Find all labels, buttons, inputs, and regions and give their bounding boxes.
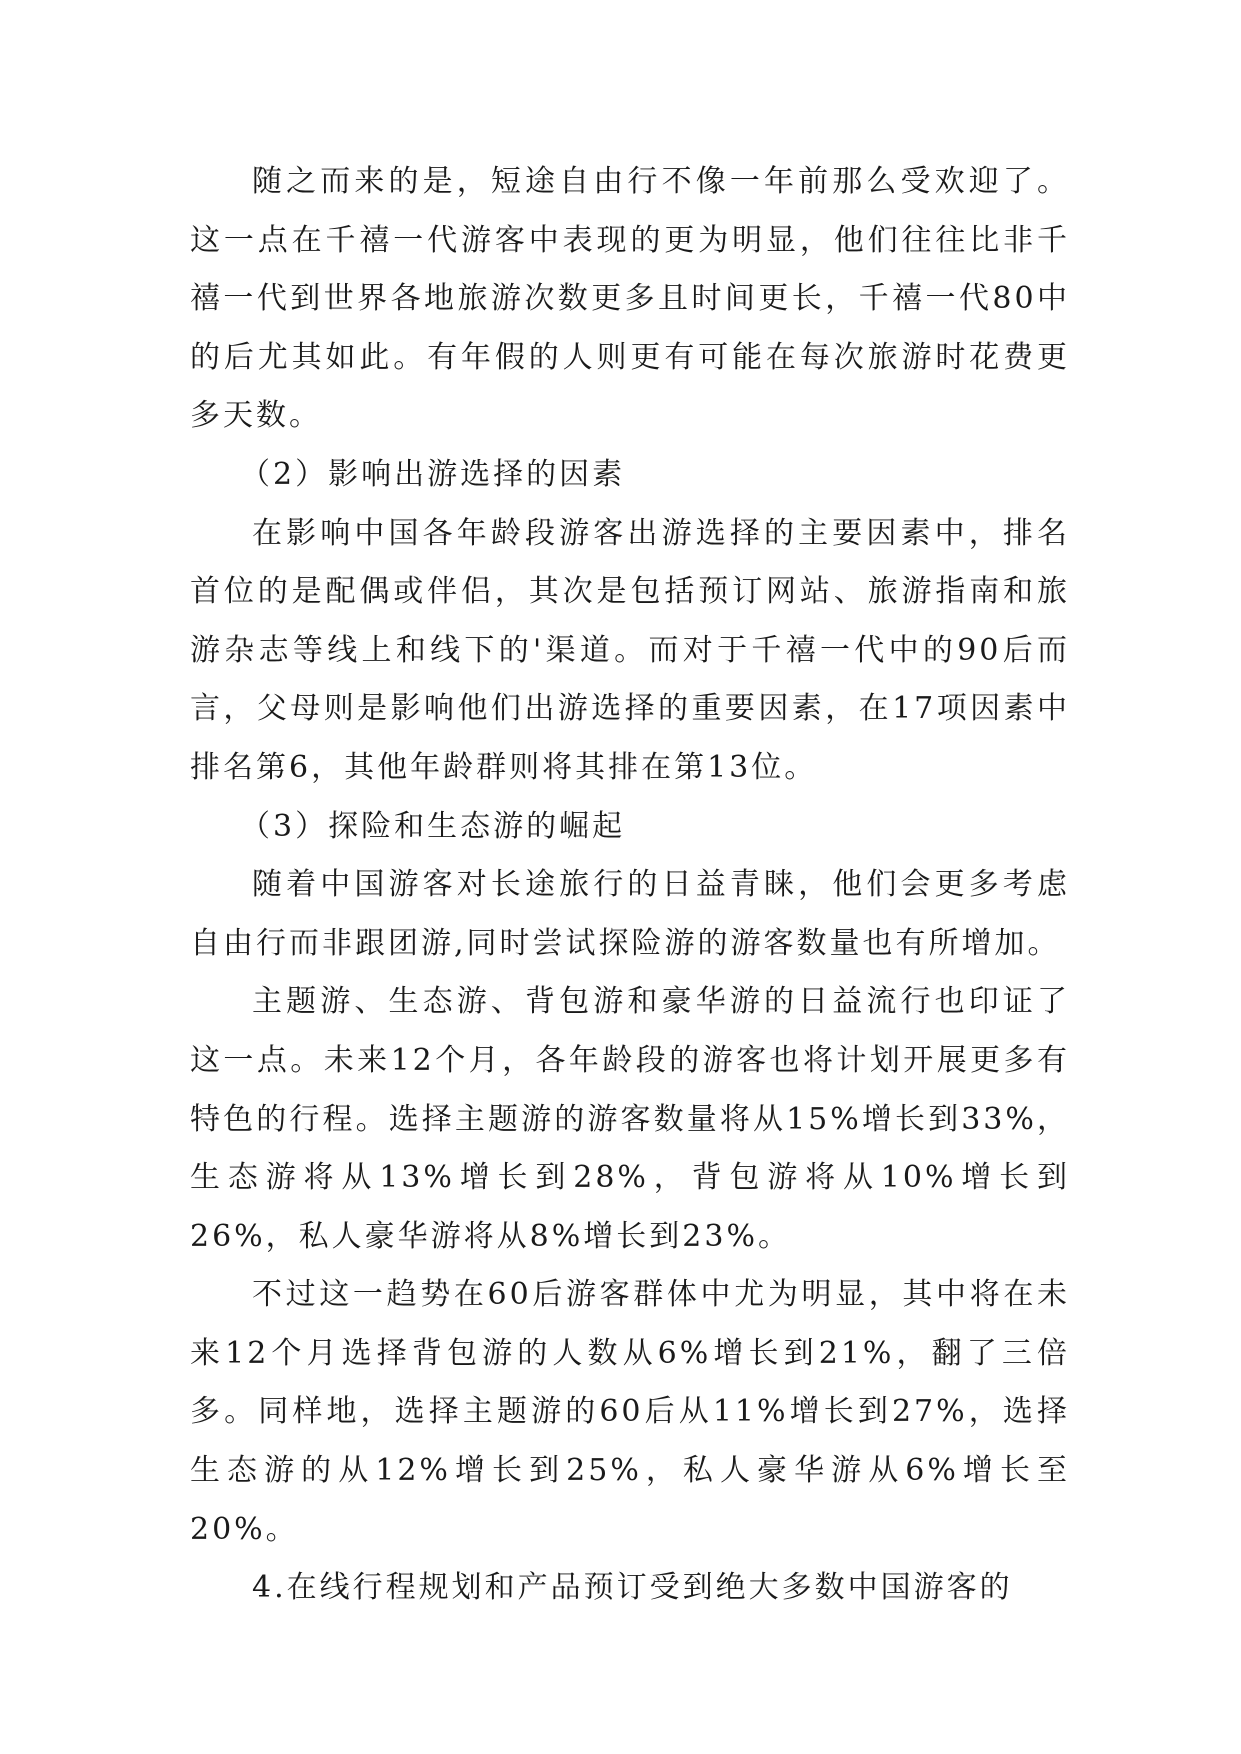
paragraph-travel-factors: 在影响中国各年龄段游客出游选择的主要因素中，排名首位的是配偶或伴侣，其次是包括预订网站、旅游指南和旅游杂志等线上和线下的'渠道。而对于千禧一代中的90后而言，父母则是影响他们出游选择的重要因素，在17项因素中排名第6，其他年龄群则将其排在第13位。 <box>190 515 1070 785</box>
paragraph-online-planning: 4.在线行程规划和产品预订受到绝大多数中国游客的 <box>252 1570 1013 1606</box>
section-heading-travel-factors: （2）影响出游选择的因素 <box>240 456 626 492</box>
paragraph-60s-generation-trend: 不过这一趋势在60后游客群体中尤为明显，其中将在未来12个月选择背包游的人数从6%增长到21%，翻了三倍多。同样地，选择主题游的60后从11%增长到27%，选择生态游的从12%增长到25%，私人豪华游从6%增长至20%。 <box>190 1277 1070 1547</box>
paragraph-long-distance-travel: 随着中国游客对长途旅行的日益青睐，他们会更多考虑自由行而非跟团游,同时尝试探险游的游客数量也有所增加。 <box>190 867 1070 961</box>
paragraph-themed-travel-growth: 主题游、生态游、背包游和豪华游的日益流行也印证了这一点。未来12个月，各年龄段的游客也将计划开展更多有特色的行程。选择主题游的游客数量将从15%增长到33%，生态游将从13%增长到28%，背包游将从10%增长到26%，私人豪华游将从8%增长到23%。 <box>190 984 1070 1254</box>
paragraph-short-trip-popularity: 随之而来的是，短途自由行不像一年前那么受欢迎了。这一点在千禧一代游客中表现的更为明显，他们往往比非千禧一代到世界各地旅游次数更多且时间更长，千禧一代80中的后尤其如此。有年假的人则更有可能在每次旅游时花费更多天数。 <box>190 164 1070 434</box>
document-body <box>190 153 1070 1618</box>
section-heading-adventure-eco-tourism: （3）探险和生态游的崛起 <box>240 808 626 844</box>
